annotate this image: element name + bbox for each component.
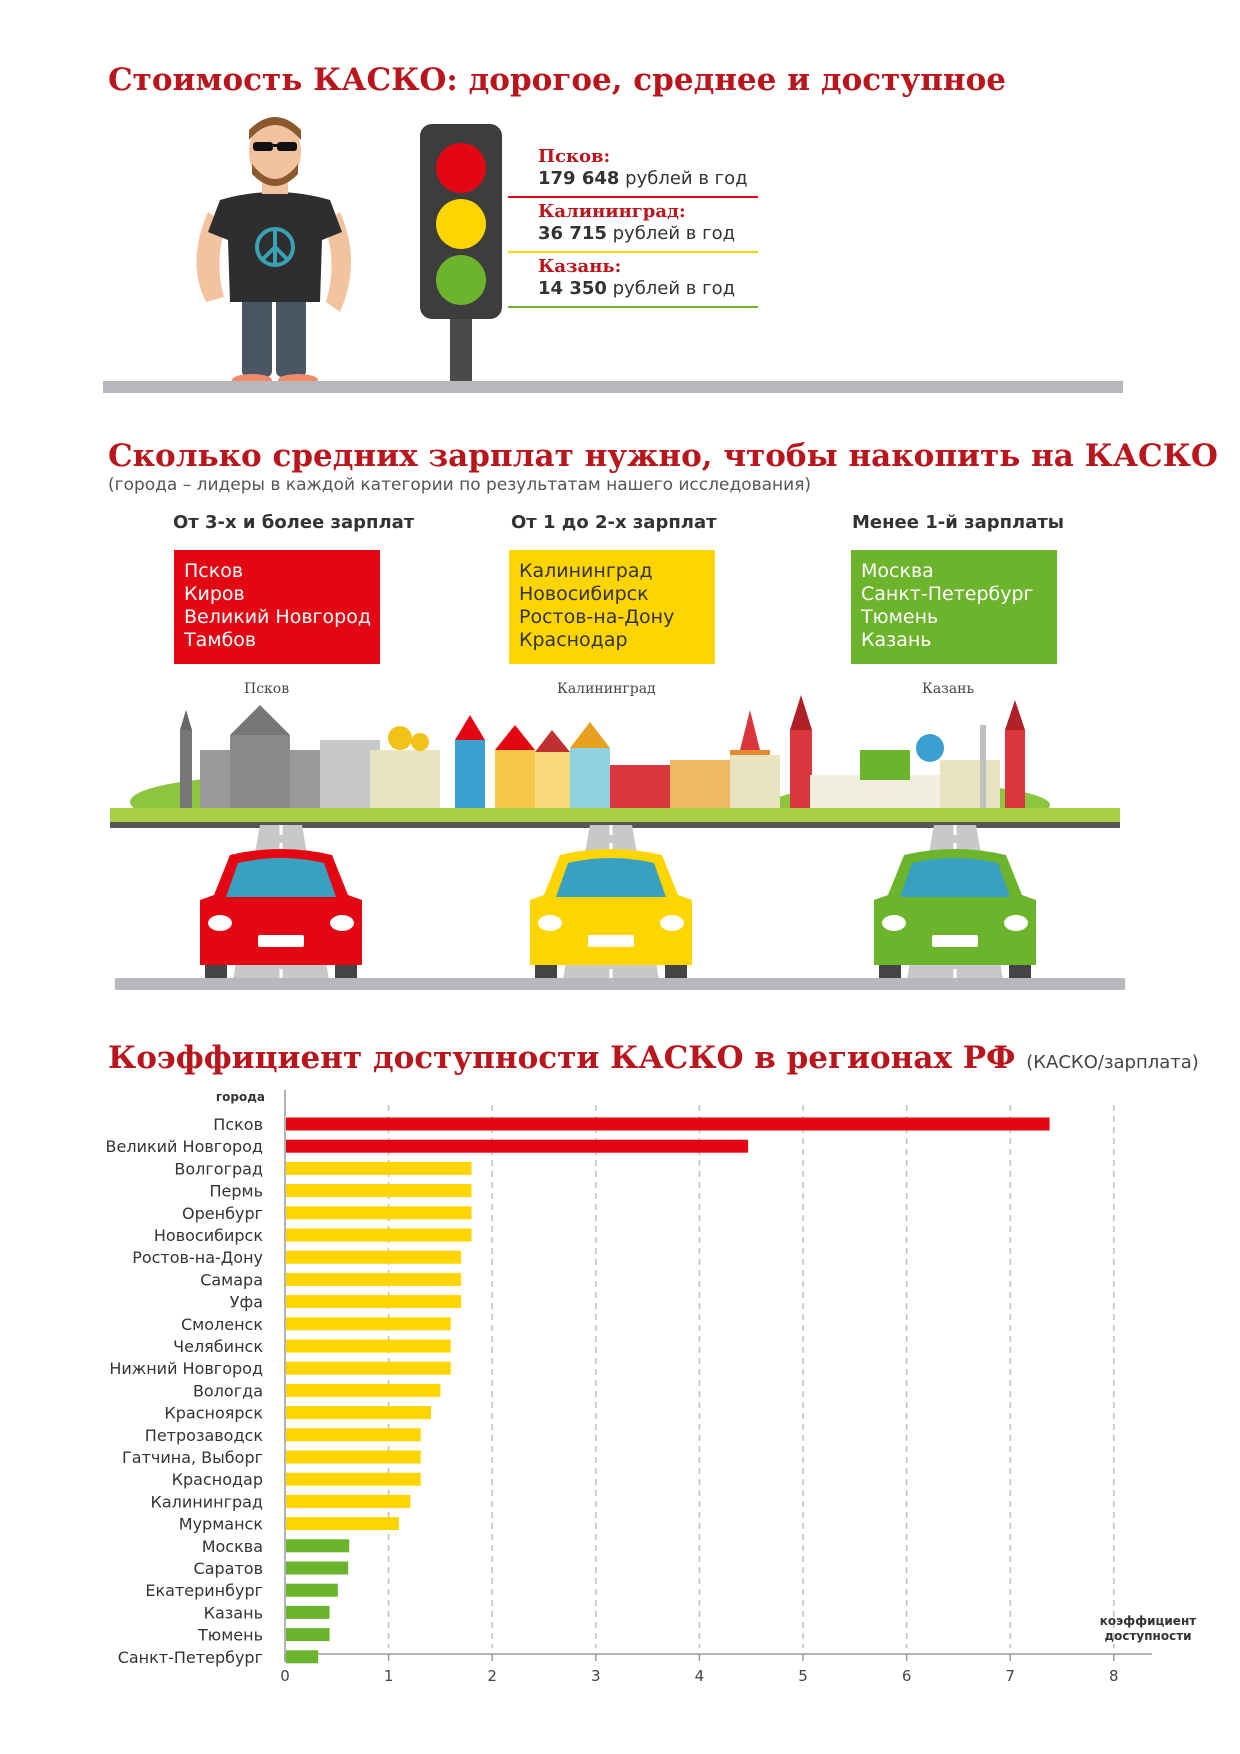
category-label: Саратов — [193, 1559, 263, 1578]
bar — [286, 1451, 421, 1464]
category-label: Краснодар — [171, 1470, 263, 1490]
category-label: Тюмень — [197, 1625, 263, 1645]
skyline-label-pskov: Псков — [244, 681, 290, 697]
x-tick-label: 8 — [1109, 1667, 1119, 1685]
bar — [286, 1229, 471, 1242]
category-label: Санкт-Петербург — [117, 1647, 263, 1667]
col-heading-1: От 3-х и более зарплат — [173, 512, 415, 533]
section1-title: Стоимость КАСКО: дорогое, среднее и доступное — [108, 62, 1007, 98]
bar — [286, 1184, 471, 1197]
skyline-label-kazan: Казань — [922, 681, 975, 697]
category-label: Мурманск — [178, 1514, 263, 1534]
bar — [286, 1517, 399, 1530]
bar — [286, 1340, 451, 1353]
x-tick-label: 1 — [383, 1667, 394, 1685]
city-box-item: Новосибирск — [519, 583, 649, 605]
category-label: Псков — [213, 1115, 263, 1134]
city-box-item: Великий Новгород — [184, 606, 371, 628]
category-label: Гатчина, Выборг — [122, 1448, 263, 1467]
x-axis-title: коэффициент — [1099, 1614, 1197, 1628]
bar — [286, 1118, 1050, 1131]
bar — [286, 1428, 421, 1441]
city-box-item: Москва — [861, 560, 934, 582]
bar — [286, 1650, 318, 1663]
bar — [286, 1206, 471, 1219]
city-box-item: Тамбов — [184, 629, 257, 651]
bar — [286, 1384, 440, 1397]
price-kgd: Калининград: 36 715 рублей в год — [538, 201, 736, 244]
category-label: Казань — [203, 1603, 263, 1623]
bar — [286, 1473, 421, 1486]
bar — [286, 1406, 431, 1419]
x-tick-label: 4 — [694, 1667, 705, 1685]
x-tick-label: 5 — [798, 1667, 808, 1685]
bar — [286, 1584, 338, 1597]
bar — [286, 1273, 461, 1286]
section2-subtitle: (города – лидеры в каждой категории по результатам нашего исследования) — [108, 475, 812, 495]
category-label: Волгоград — [174, 1159, 263, 1179]
city-box-item: Краснодар — [519, 629, 628, 651]
bar — [286, 1162, 471, 1175]
city-box-item: Ростов-на-Дону — [519, 606, 675, 628]
section3-title-note: (КАСКО/зарплата) — [1026, 1052, 1199, 1073]
category-label: Нижний Новгород — [109, 1359, 263, 1379]
city-box-item: Псков — [184, 560, 244, 582]
x-tick-label: 7 — [1005, 1667, 1015, 1685]
x-tick-label: 0 — [280, 1667, 290, 1685]
city-box-item: Киров — [184, 583, 245, 605]
city-box-item: Санкт-Петербург — [861, 583, 1034, 605]
category-label: Екатеринбург — [145, 1581, 263, 1601]
x-tick-label: 3 — [591, 1667, 601, 1685]
category-label: Вологда — [192, 1381, 263, 1401]
bar — [286, 1317, 451, 1330]
category-label: Москва — [201, 1536, 263, 1556]
bar — [286, 1295, 461, 1308]
category-label: Новосибирск — [153, 1226, 263, 1245]
price-kzn: Казань: 14 350 рублей в год — [538, 256, 736, 299]
city-box-item: Калининград — [519, 560, 653, 582]
bar — [286, 1362, 451, 1375]
bar — [286, 1606, 330, 1619]
bar — [286, 1562, 348, 1575]
category-label: Петрозаводск — [144, 1425, 263, 1445]
section3-title-main: Коэффициент доступности КАСКО в регионах РФ — [108, 1040, 1016, 1076]
bar — [286, 1140, 748, 1153]
category-label: Уфа — [229, 1292, 263, 1312]
bar — [286, 1628, 330, 1641]
price-psk: Псков: 179 648 рублей в год — [538, 146, 748, 189]
category-label: Самара — [200, 1270, 263, 1290]
x-tick-label: 6 — [901, 1667, 912, 1685]
category-label: Пермь — [209, 1181, 263, 1201]
col-heading-2: От 1 до 2-х зарплат — [511, 512, 717, 533]
city-box-item: Казань — [861, 629, 932, 651]
category-label: Челябинск — [173, 1337, 263, 1356]
category-label: Красноярск — [164, 1403, 263, 1423]
bar — [286, 1495, 410, 1508]
bar — [286, 1251, 461, 1264]
section2-title: Сколько средних зарплат нужно, чтобы накопить на КАСКО — [108, 438, 1218, 474]
category-label: Смоленск — [180, 1314, 263, 1334]
x-axis-title: доступности — [1104, 1629, 1192, 1643]
skyline-label-kaliningrad: Калининград — [557, 681, 656, 697]
y-axis-title: города — [215, 1090, 265, 1104]
category-label: Великий Новгород — [105, 1137, 263, 1157]
city-box-item: Тюмень — [861, 606, 939, 628]
category-label: Калининград — [150, 1492, 263, 1512]
category-label: Оренбург — [182, 1203, 263, 1223]
col-heading-3: Менее 1-й зарплаты — [852, 512, 1065, 533]
x-tick-label: 2 — [487, 1667, 497, 1685]
bar — [286, 1539, 349, 1552]
category-label: Ростов-на-Дону — [132, 1248, 263, 1268]
